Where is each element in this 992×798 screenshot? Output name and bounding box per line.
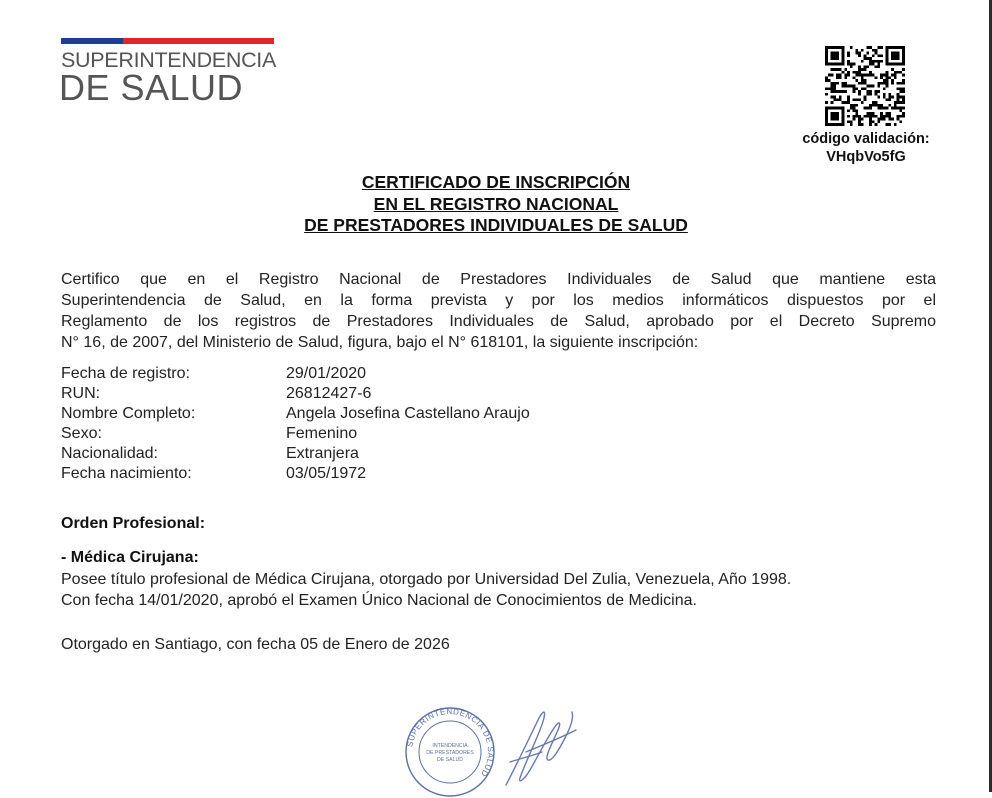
- seal-inner-line-3: DE SALUD: [437, 757, 463, 763]
- validation-label: código validación:: [802, 131, 930, 147]
- superintendencia-logo: [59, 38, 277, 108]
- intro-line-4: N° 16, de 2007, del Ministerio de Salud, figura, bajo el N° 618101, la siguiente inscripción:: [61, 334, 699, 351]
- field-label: RUN:: [61, 385, 101, 402]
- field-row-fecha-nacimiento: [61, 464, 936, 484]
- field-label: Nacionalidad:: [61, 445, 158, 462]
- seal-inner-line-1: INTENDENCIA: [432, 743, 468, 749]
- field-value: Angela Josefina Castellano Araujo: [286, 405, 530, 422]
- profession-heading: - Médica Cirujana:: [61, 549, 199, 566]
- registration-fields: [61, 364, 936, 484]
- otorgado-statement: Otorgado en Santiago, con fecha 05 de Enero de 2026: [61, 636, 450, 653]
- field-row-nombre: [61, 404, 936, 424]
- field-value: Femenino: [286, 425, 358, 442]
- logo-bar-red: [123, 38, 274, 44]
- validation-code: VHqbVo5fG: [826, 149, 906, 165]
- field-row-nacionalidad: [61, 444, 936, 464]
- intro-line-2: Superintendencia de Salud, en la forma prevista y por los medios informáticos dispuestos por el: [61, 292, 936, 309]
- field-label: Fecha nacimiento:: [61, 465, 192, 482]
- field-value: 29/01/2020: [286, 365, 367, 382]
- intro-line-1: Certifico que en el Registro Nacional de Prestadores Individuales de Salud que mantiene esta: [61, 271, 936, 288]
- logo-line-1: SUPERINTENDENCIA: [61, 48, 277, 72]
- orden-profesional-heading: Orden Profesional:: [61, 515, 206, 532]
- field-value: 26812427-6: [286, 385, 372, 402]
- field-value: 03/05/1972: [286, 465, 367, 482]
- official-seal-stamp: [404, 706, 496, 798]
- field-value: Extranjera: [286, 445, 359, 462]
- profession-line-2: Con fecha 14/01/2020, aprobó el Examen Único Nacional de Conocimientos de Medicina.: [61, 592, 697, 609]
- handwritten-signature: [496, 700, 586, 792]
- profession-line-1: Posee título profesional de Médica Cirujana, otorgado por Universidad Del Zulia, Venezuela, Año 1998.: [61, 571, 792, 588]
- intro-paragraph: [61, 269, 936, 353]
- field-label: Nombre Completo:: [61, 405, 196, 422]
- logo-color-bar: [61, 38, 274, 44]
- certificate-title: [0, 172, 992, 237]
- logo-line-2: DE SALUD: [59, 67, 244, 108]
- field-row-sexo: [61, 424, 936, 444]
- qr-code-icon: [825, 46, 905, 126]
- title-line-3: DE PRESTADORES INDIVIDUALES DE SALUD: [304, 215, 688, 235]
- profession-description: [61, 569, 936, 611]
- field-label: Fecha de registro:: [61, 365, 190, 382]
- seal-outer-text: SUPERINTENDENCIA DE SALUD: [405, 706, 496, 779]
- intro-line-3: Reglamento de los registros de Prestadores Individuales de Salud, aprobado por el Decreto Supremo: [61, 313, 936, 330]
- field-label: Sexo:: [61, 425, 102, 442]
- logo-bar-blue: [61, 38, 123, 44]
- field-row-run: [61, 384, 936, 404]
- title-line-2: EN EL REGISTRO NACIONAL: [373, 193, 619, 214]
- title-line-1: CERTIFICADO DE INSCRIPCIÓN: [361, 172, 631, 192]
- field-row-fecha-registro: [61, 364, 936, 384]
- seal-inner-line-2: DE PRESTADORES: [426, 750, 474, 756]
